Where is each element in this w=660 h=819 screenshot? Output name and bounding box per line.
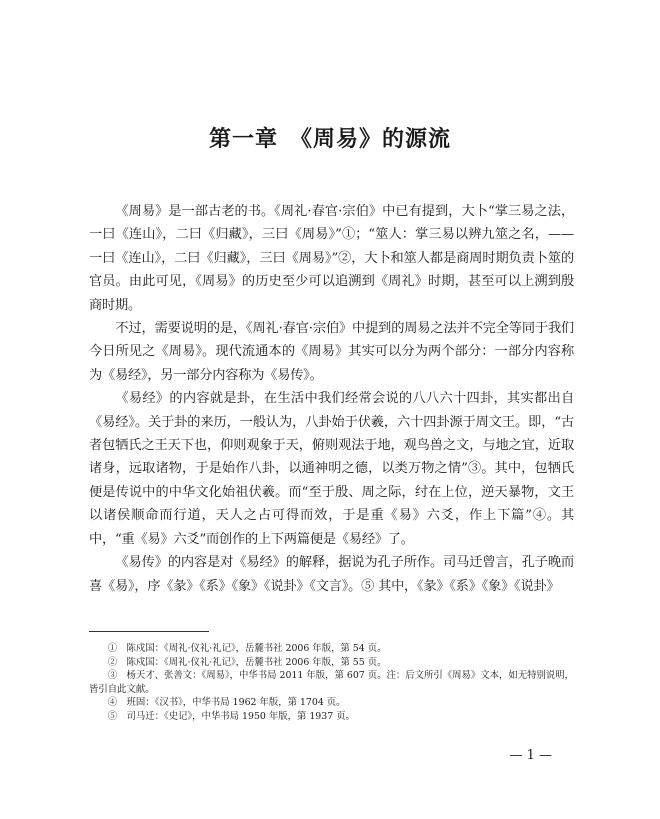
footnote: ③ 杨天才、张善文：《周易》，中华书局 2011 年版，第 607 页。注：后文所引《周易》文本，如无特别说明，皆引自此文献。 — [89, 670, 574, 695]
paragraph: 《易经》的内容就是卦，在生活中我们经常会说的八八六十四卦，其实都出自《易经》。关于卦的来历，一般认为，八卦始于伏羲，六十四卦源于周文王。即，“古者包牺氏之王天下也，仰则观象于天，俯则观法于地，观鸟兽之文，与地之宜，近取诸身，远取诸物，于是始作八卦，以通神明之德，以类万物之情”③。其中，包牺氏便是传说中的中华文化始祖伏羲。而“至于殷、周之际，纣在上位，逆天暴物，文王以诸侯顺命而行道，天人之占可得而效，于是重《易》六爻，作上下篇”④。其中，“重《易》六爻”而创作的上下两篇便是《易经》了。 — [89, 391, 574, 547]
footnote-divider — [89, 631, 209, 632]
paragraph: 不过，需要说明的是，《周礼·春官·宗伯》中提到的周易之法并不完全等同于我们今日所见之《周易》。现代流通本的《周易》其实可以分为两个部分：一部分内容称为《易经》，另一部分内容称为《易传》。 — [89, 321, 574, 383]
footnote: ② 陈戍国：《周礼·仪礼·礼记》，岳麓书社 2006 年版，第 55 页。 — [107, 656, 387, 668]
chapter-title: 第一章 《周易》的源流 — [208, 127, 451, 152]
footnote: ④ 班固：《汉书》，中华书局 1962 年版，第 1704 页。 — [107, 697, 346, 709]
footnote: ⑤ 司马迁：《史记》，中华书局 1950 年版，第 1937 页。 — [107, 710, 355, 722]
paragraph: 《易传》的内容是对《易经》的解释，据说为孔子所作。司马迁曾言，孔子晚而喜《易》，序《彖》《系》《象》《说卦》《文言》。⑤ 其中，《彖》《系》《象》《说卦》 — [89, 555, 574, 594]
page-number: — 1 — — [509, 748, 552, 763]
footnote: ① 陈戍国：《周礼·仪礼·礼记》，岳麓书社 2006 年版，第 54 页。 — [107, 643, 387, 654]
paragraph: 《周易》是一部古老的书。《周礼·春官·宗伯》中已有提到，大卜“掌三易之法，一曰《连山》，二曰《归藏》，三曰《周易》”①；“筮人：掌三易以辨九筮之名，——一曰《连山》，二曰《归藏》，三曰《周易》”②，大卜和筮人都是商周时期负责卜筮的官员。由此可见，《周易》的历史至少可以追溯到《周礼》时期，甚至可以上溯到殷商时期。 — [89, 204, 574, 313]
footnotes — [89, 642, 574, 724]
body-text — [89, 200, 574, 598]
